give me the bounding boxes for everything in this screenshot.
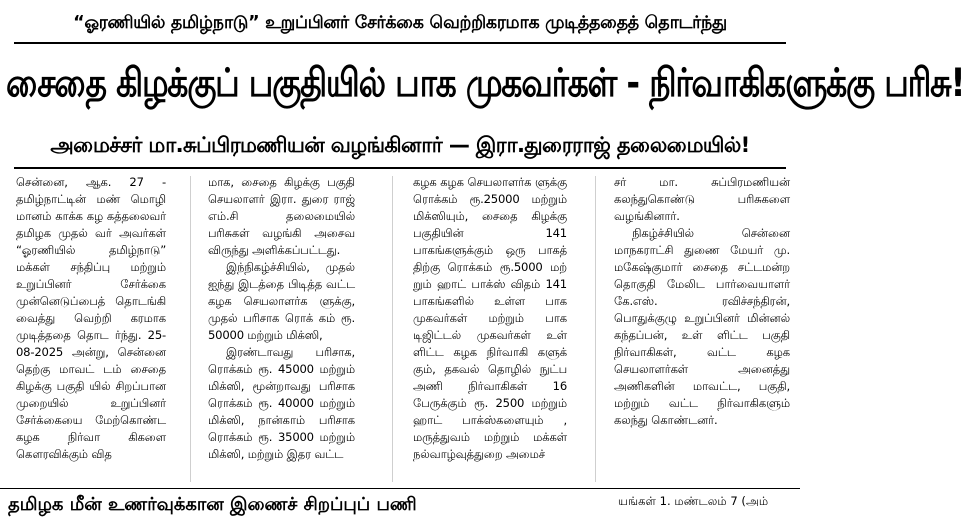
paragraph: மாக, சைதை கிழக்கு பகுதி செயலாளர் இரா. துரை ராஜ் எம்.சி தலைமையில் பரிசுகள் வழங்கி அசைவ விருந்து அளிக்கப்பட்டது. bbox=[208, 175, 355, 257]
article-column-1 bbox=[16, 174, 166, 486]
next-article-text: யங்கள் 1. மண்டலம் 7 (அம் bbox=[618, 494, 769, 508]
paragraph: இந்நிகழ்ச்சியில், முதல் ஐந்து இடத்தை பிடித்த வட்ட கழக செயலாளர்க ளுக்கு, முதல் பரிசாக ரொக் கம் ரூ. 50000 மற்றும் மிக்ஸி, bbox=[208, 260, 355, 342]
divider bbox=[14, 167, 786, 169]
article-column-3 bbox=[413, 174, 567, 486]
column-divider bbox=[595, 176, 596, 482]
article-column-4 bbox=[614, 174, 790, 486]
divider bbox=[0, 488, 800, 489]
column-divider bbox=[190, 176, 191, 482]
article-column-2 bbox=[208, 174, 355, 486]
column-divider bbox=[392, 176, 393, 482]
paragraph: கழக கழக செயலாளர்க ளுக்கு ரொக்கம் ரூ.25000 மற்றும் மிக்ஸியும், சைதை கிழக்கு பகுதியின் 141 பாகங்களுக்கும் ஒரு பாகத் திற்கு ரொக்கம் ரூ.5000 மற் றும் ஹாட் பாக்ஸ் விதம் 141 பாகங்களில் உள்ள பாக முகவர்கள் மற்றும் பாக டிஜிட்டல் முகவர்கள் உள் ளிட்ட கழக நிர்வாகி களுக் கும், தகவல் தொழில் நுட்ப அணி நிர்வாகிகள் 16 பேருக்கும் ரூ. 2500 மற்றும் ஹாட் பாக்ஸ்களையும் , மருத்துவம் மற்றும் மக்கள் நல்வாழ்வுத்துறை அமைச் bbox=[413, 175, 567, 461]
paragraph: சென்னை, ஆக. 27 - தமிழ்நாட்டின் மண் மொழி மானம் காக்க கழ கத்தலைவர் தமிழக முதல் வர் அவர்கள் “ஓரணியில் தமிழ்நாடு” மக்கள் சந்திப்பு மற்றும் உறுப்பினர் சேர்க்கை முன்னெடுப்பைத் தொடங்கி வைத்து வெற்றி கரமாக முடித்ததை தொட ர்ந்து. 25-08-2025 அன்று, சென்னை தெற்கு மாவட் டம் சைதை கிழக்கு பகுதி யில் சிறப்பான முறையில் உறுப்பினர் சேர்க்கையை மேற்கொண்ட கழக நிர்வா கிகளை கௌரவிக்கும் வித bbox=[16, 175, 166, 461]
next-article-headline: தமிழக மீன் உணர்வுக்கான இணைச் சிறப்புப் பணி bbox=[8, 494, 417, 515]
article-headline: சைதை கிழக்குப் பகுதியில் பாக முகவர்கள் - நிர்வாகிகளுக்கு பரிசு! bbox=[6, 59, 964, 106]
article-subheadline: அமைச்சர் மா.சுப்பிரமணியன் வழங்கினார் — இரா.துரைராஜ் தலைமையில்! bbox=[50, 133, 750, 157]
paragraph: இரண்டாவது பரிசாக, ரொக்கம் ரூ. 45000 மற்றும் மிக்ஸி, மூன்றாவது பரிசாக ரொக்கம் ரூ. 40000 மற்றும் மிக்ஸி, நான்காம் பரிசாக ரொக்கம் ரூ. 35000 மற்றும் மிக்ஸி, மற்றும் இதர வட்ட bbox=[208, 345, 355, 461]
article-kicker: “ஓரணியில் தமிழ்நாடு” உறுப்பினர் சேர்க்கை வெற்றிகரமாக முடித்ததைத் தொடர்ந்து bbox=[14, 4, 786, 44]
paragraph: நிகழ்ச்சியில் சென்னை மாநகராட்சி துணை மேயர் மு. மகேஷ்குமார் சைதை சட்டமன்ற தொகுதி மேலிட பார்வையாளர் கே.எஸ். ரவிச்சந்திரன், பொதுக்குழு உறுப்பினர் மின்னல் கந்தப்பன், உள் ளிட்ட பகுதி நிர்வாகிகள், வட்ட கழக செயலாளர்கள் அனைத்து அணிகளின் மாவட்ட, பகுதி, மற்றும் வட்ட நிர்வாகிகளும் கலந்து கொண்டனர். bbox=[614, 226, 790, 427]
paragraph: சர் மா. சுப்பிரமணியன் கலந்துகொண்டு பரிசுகளை வழங்கினார். bbox=[614, 175, 790, 223]
